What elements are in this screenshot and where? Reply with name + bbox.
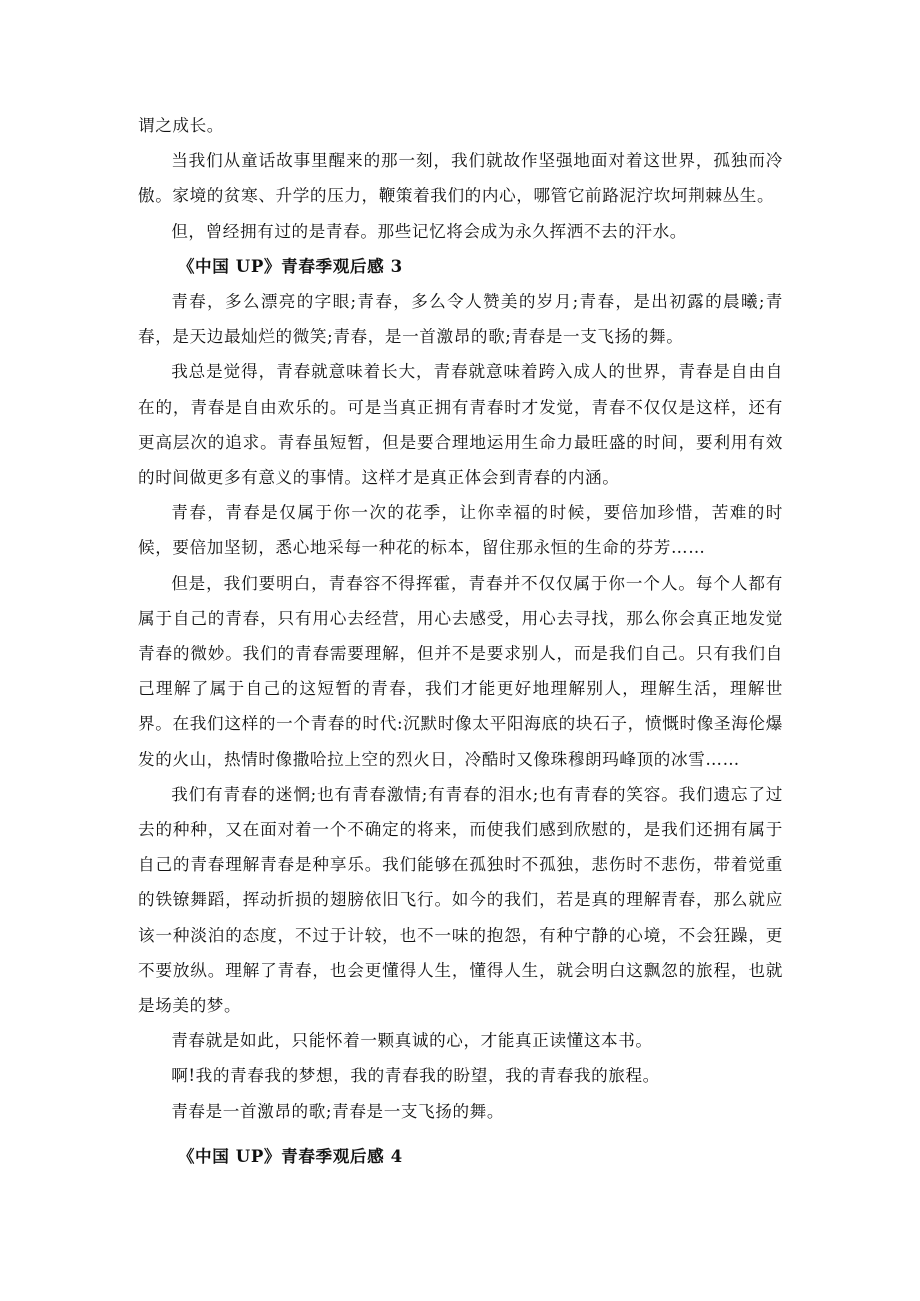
paragraph: 谓之成长。	[138, 116, 224, 135]
paragraph: 啊!我的青春我的梦想，我的青春我的盼望，我的青春我的旅程。	[171, 1066, 660, 1086]
paragraph: 我们有青春的迷惘;也有青春激情;有青春的泪水;也有青春的笑容。我们遗忘了过去的种种，又在面对着一个不确定的将来，而使我们感到欣慰的，是我们还拥有属于自己的青春理解青春是种享乐。我们能够在孤独时不孤独，悲伤时不悲伤，带着觉重的铁镣舞蹈，挥动折损的翅膀依旧飞行。如今的我们，若是真的理解青春，那么就应该一种淡泊的态度，不过于计较，也不一味的抱怨，有种宁静的心境，不会狂躁，更不要放纵。理解了青春，也会更懂得人生，懂得人生，就会明白这飘忽的旅程，也就是场美的梦。	[138, 784, 783, 1016]
paragraph: 青春是一首激昂的歌;青春是一支飞扬的舞。	[171, 1101, 505, 1121]
paragraph: 但，曾经拥有过的是青春。那些记忆将会成为永久挥洒不去的汗水。	[171, 221, 687, 241]
paragraph: 青春就是如此，只能怀着一颗真诚的心，才能真正读懂这本书。	[171, 1031, 653, 1051]
paragraph: 但是，我们要明白，青春容不得挥霍，青春并不仅仅属于你一个人。每个人都有属于自己的青春，只有用心去经营，用心去感受，用心去寻找，那么你会真正地发觉青春的微妙。我们的青春需要理解，但并不是要求别人，而是我们自己。只有我们自己理解了属于自己的这短暂的青春，我们才能更好地理解别人，理解生活，理解世界。在我们这样的一个青春的时代:沉默时像太平阳海底的块石子，愤慨时像圣海伦爆发的火山，热情时像撒哈拉上空的烈火日，冷酷时又像珠穆朗玛峰顶的冰雪……	[138, 573, 783, 769]
paragraph: 青春，多么漂亮的字眼;青春，多么令人赞美的岁月;青春，是出初露的晨曦;青春，是天边最灿烂的微笑;青春，是一首激昂的歌;青春是一支飞扬的舞。	[138, 292, 783, 347]
paragraph: 当我们从童话故事里醒来的那一刻，我们就故作坚强地面对着这世界，孤独而冷傲。家境的贫寒、升学的压力，鞭策着我们的内心，哪管它前路泥泞坎坷荆棘丛生。	[138, 151, 783, 206]
paragraph: 青春，青春是仅属于你一次的花季，让你幸福的时候，要倍加珍惜，苦难的时候，要倍加坚韧，悉心地采每一种花的标本，留住那永恒的生命的芬芳……	[138, 503, 783, 558]
section-heading: 《中国 UP》青春季观后感 4	[177, 1145, 403, 1166]
paragraph: 我总是觉得，青春就意味着长大，青春就意味着跨入成人的世界，青春是自由自在的，青春是自由欢乐的。可是当真正拥有青春时才发觉，青春不仅仅是这样，还有更高层次的追求。青春虽短暂，但是要合理地运用生命力最旺盛的时间，要利用有效的时间做更多有意义的事情。这样才是真正体会到青春的内涵。	[138, 362, 783, 488]
document-body	[138, 108, 783, 1174]
section-heading: 《中国 UP》青春季观后感 3	[177, 255, 403, 276]
